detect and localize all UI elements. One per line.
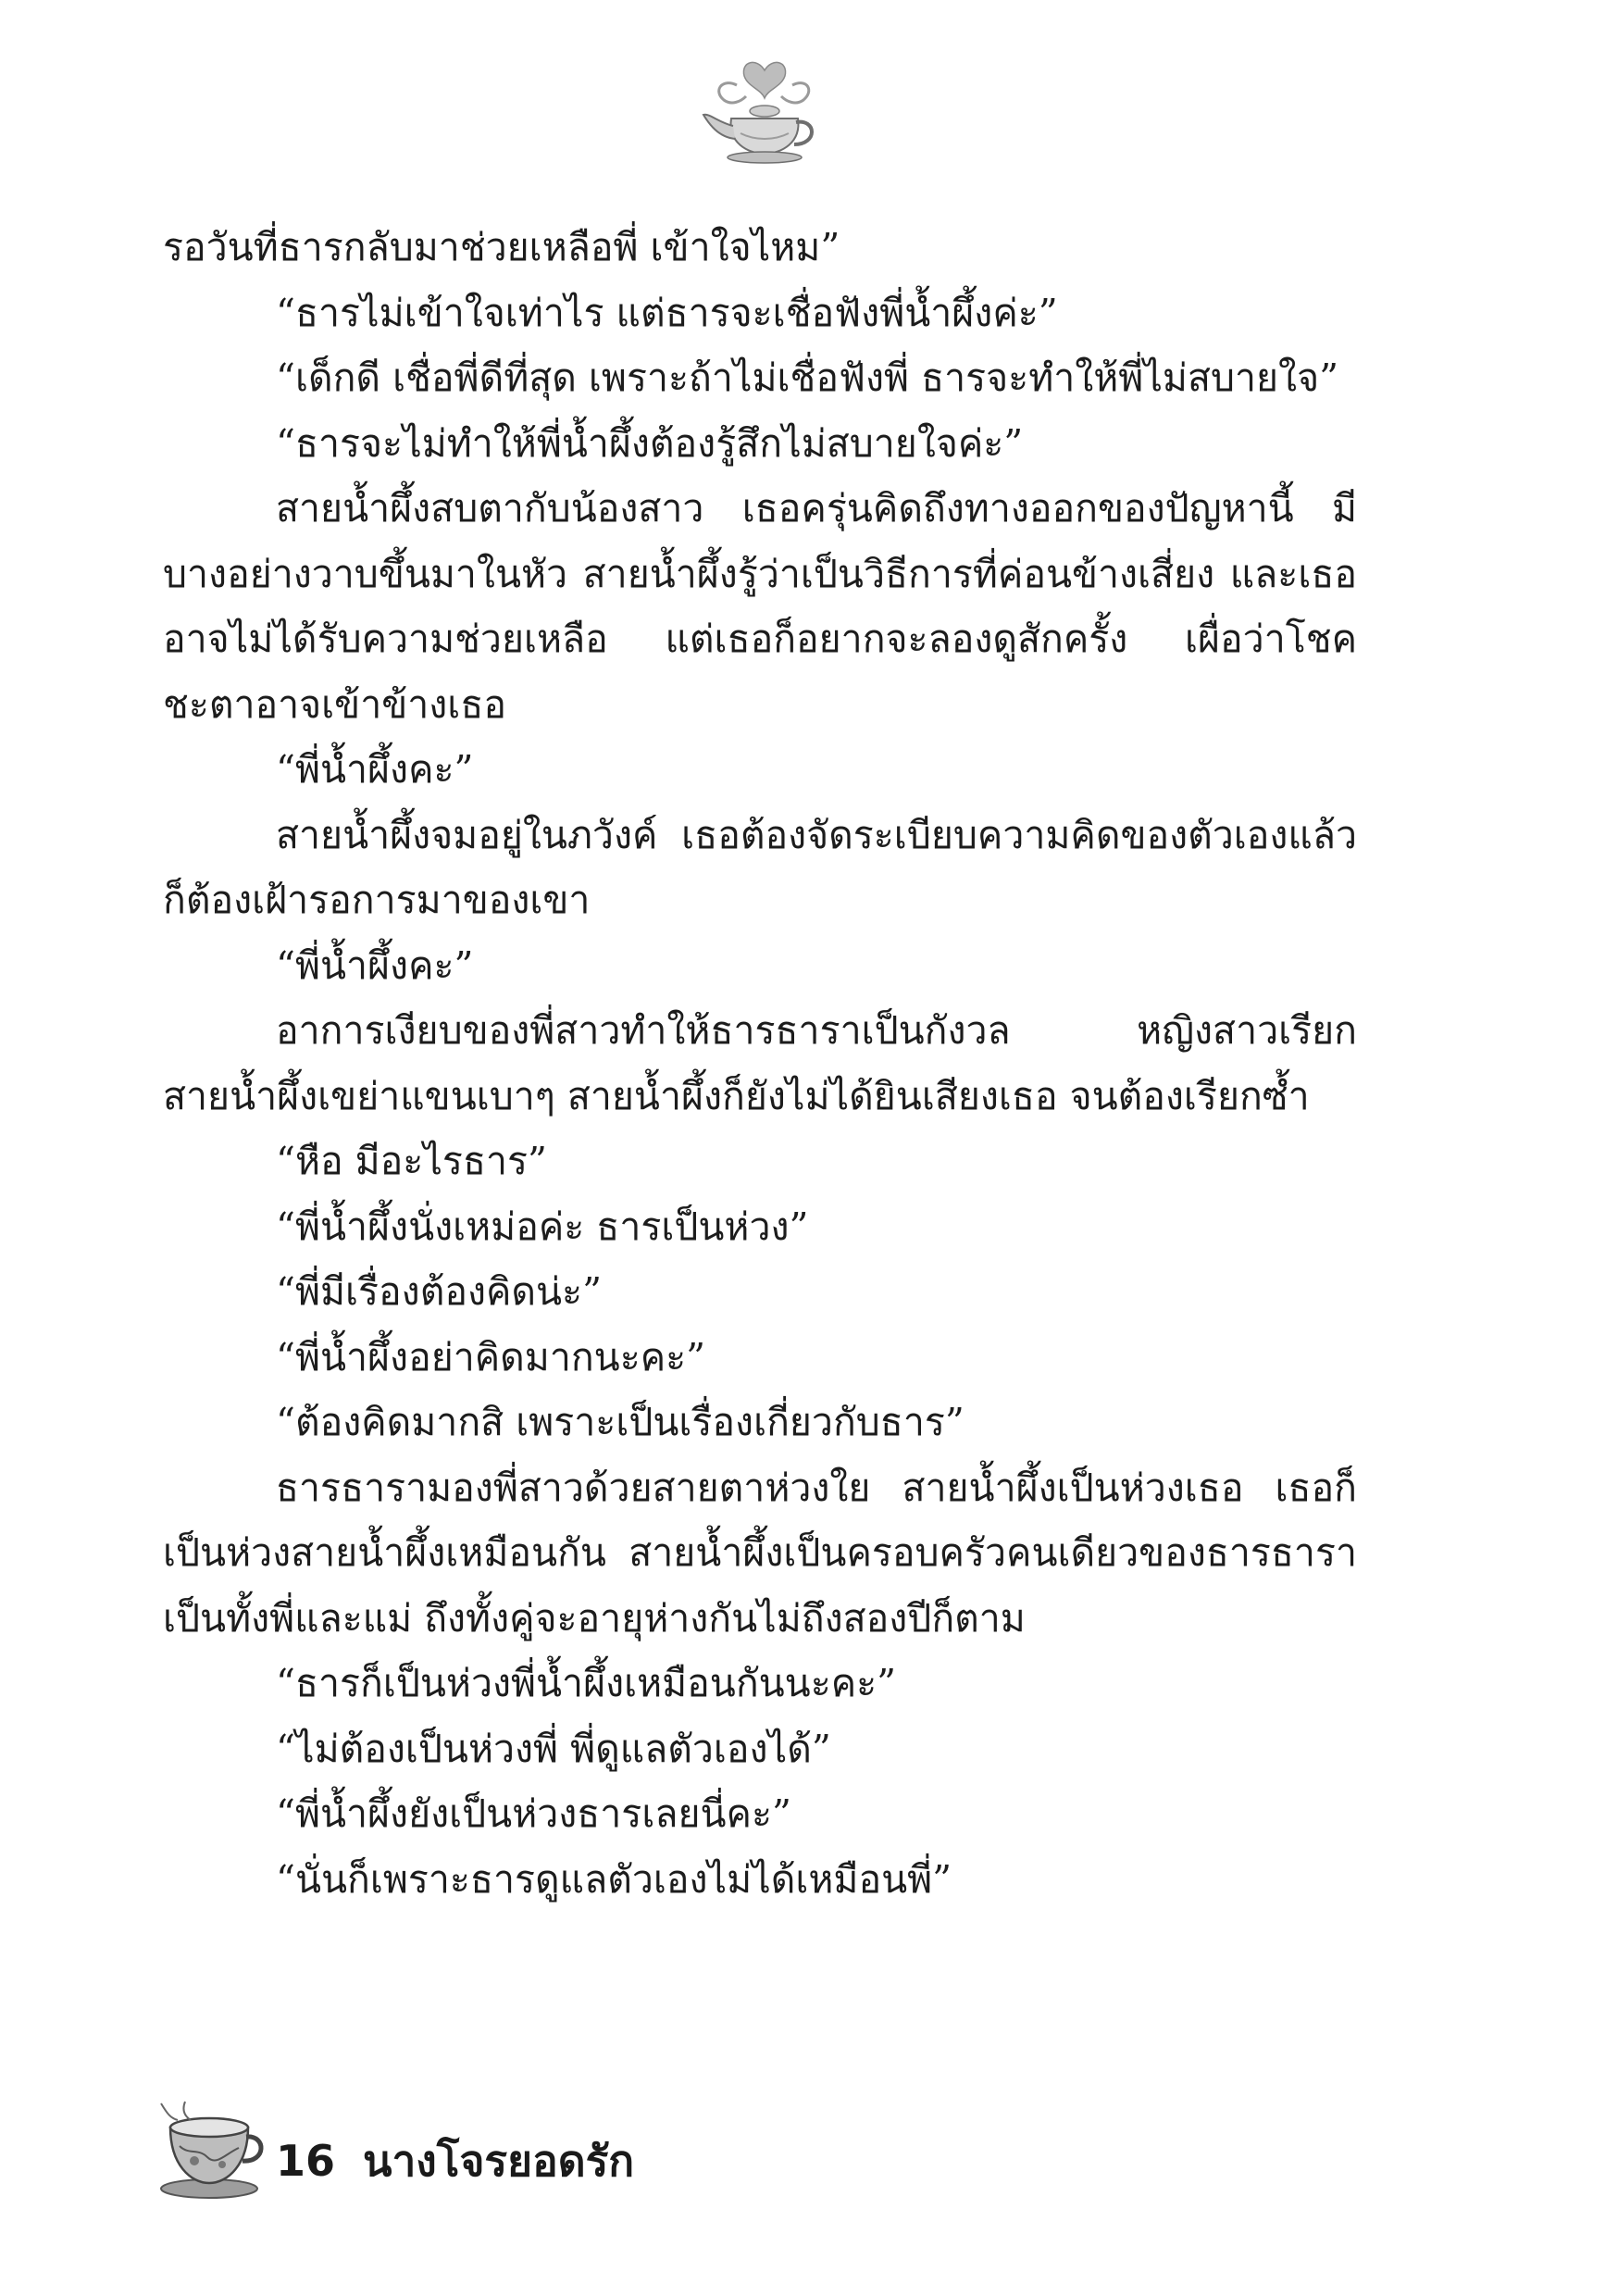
paragraph: ธารธารามองพี่สาวด้วยสายตาห่วงใย สายน้ำผึ้งเป็นห่วงเธอ เธอก็เป็นห่วงสายน้ำผึ้งเหมือนกัน สายน้ำผึ้งเป็นครอบครัวคนเดียวของธารธาราเป็นทั้งพี่และแม่ ถึงทั้งคู่จะอายุห่างกันไม่ถึงสองปีก็ตาม	[163, 1465, 1357, 1641]
paragraph: “ไม่ต้องเป็นห่วงพี่ พี่ดูแลตัวเองได้”	[276, 1726, 831, 1771]
page-footer	[157, 2100, 990, 2202]
teapot-cupid-ornament-icon	[700, 57, 820, 167]
paragraph: “ต้องคิดมากสิ เพราะเป็นเรื่องเกี่ยวกับธาร”	[276, 1400, 965, 1444]
paragraph: สายน้ำผึ้งสบตากับน้องสาว เธอครุ่นคิดถึงทางออกของปัญหานี้ มีบางอย่างวาบขึ้นมาในหัว สายน้ำผึ้งรู้ว่าเป็นวิธีการที่ค่อนข้างเสี่ยง และเธออาจไม่ได้รับความช่วยเหลือ แต่เธอก็อยากจะลองดูสักครั้ง เผื่อว่าโชคชะตาอาจเข้าข้างเธอ	[163, 486, 1357, 727]
paragraph: “พี่น้ำผึ้งคะ”	[276, 942, 474, 988]
footer-text	[276, 2128, 634, 2195]
paragraph: “พี่น้ำผึ้งอย่าคิดมากนะคะ”	[276, 1334, 706, 1379]
body-text	[163, 215, 1357, 1912]
paragraph: “ธารก็เป็นห่วงพี่น้ำผึ้งเหมือนกันนะคะ”	[276, 1661, 897, 1705]
paragraph: “พี่น้ำผึ้งยังเป็นห่วงธารเลยนี่คะ”	[276, 1791, 791, 1836]
paragraph: “หือ มีอะไรธาร”	[276, 1139, 547, 1183]
paragraph: อาการเงียบของพี่สาวทำให้ธารธาราเป็นกังวล หญิงสาวเรียกสายน้ำผึ้งเขย่าแขนเบาๆ สายน้ำผึ้งก็ยังไม่ได้ยินเสียงเธอ จนต้องเรียกซ้ำ	[163, 1008, 1357, 1118]
page-number: 16	[276, 2136, 336, 2186]
teacup-ornament-icon	[157, 2100, 267, 2202]
paragraph: “เด็กดี เชื่อพี่ดีที่สุด เพราะถ้าไม่เชื่อฟังพี่ ธารจะทำให้พี่ไม่สบายใจ”	[276, 356, 1339, 400]
paragraph: สายน้ำผึ้งจมอยู่ในภวังค์ เธอต้องจัดระเบียบความคิดของตัวเองแล้วก็ต้องเฝ้ารอการมาของเขา	[163, 812, 1357, 922]
book-title: นางโจรยอดรัก	[363, 2136, 635, 2186]
paragraph: “พี่น้ำผึ้งนั่งเหม่อค่ะ ธารเป็นห่วง”	[276, 1204, 809, 1249]
paragraph: “พี่มีเรื่องต้องคิดน่ะ”	[276, 1269, 603, 1314]
paragraph: “ธารไม่เข้าใจเท่าไร แต่ธารจะเชื่อฟังพี่น้ำผึ้งค่ะ”	[276, 290, 1058, 335]
paragraph: “นั่นก็เพราะธารดูแลตัวเองไม่ได้เหมือนพี่”	[276, 1856, 952, 1902]
paragraph: “ธารจะไม่ทำให้พี่น้ำผึ้งต้องรู้สึกไม่สบายใจค่ะ”	[276, 420, 1024, 466]
paragraph: “พี่น้ำผึ้งคะ”	[276, 747, 474, 792]
paragraph: รอวันที่ธารกลับมาช่วยเหลือพี่ เข้าใจไหม”	[163, 225, 840, 269]
